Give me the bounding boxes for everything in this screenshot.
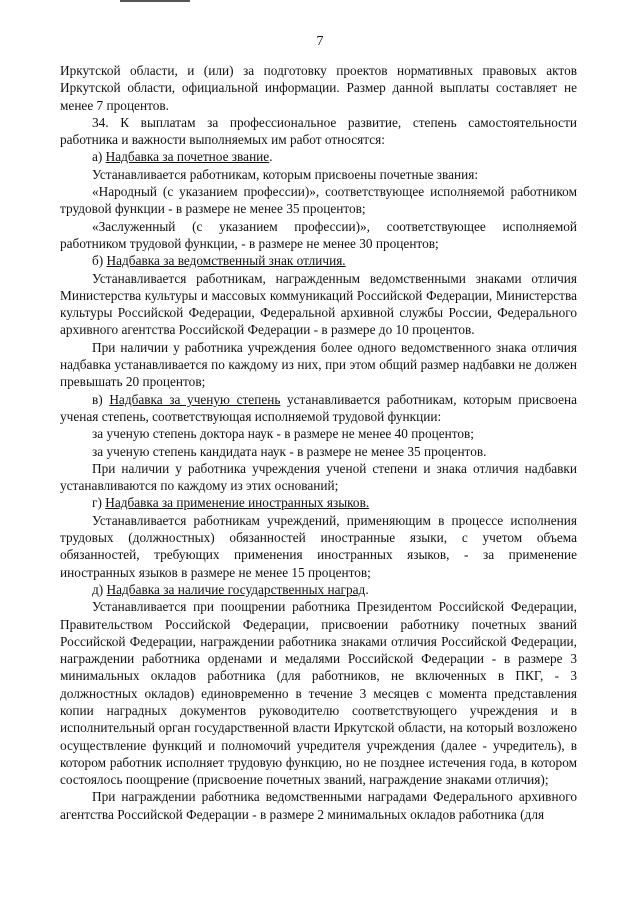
heading-suffix: устанавливается работникам, которым присвоена ученая степень, соответствующая исполняемой трудовой функции: bbox=[60, 391, 577, 424]
paragraph: «Народный (с указанием профессии)», соответствующее исполняемой работником трудовой функции - в размере не менее 35 процентов; bbox=[60, 184, 577, 217]
subsection-heading-v bbox=[60, 391, 577, 426]
paragraph: за ученую степень доктора наук - в размере не менее 40 процентов; bbox=[92, 426, 474, 442]
paragraph: Устанавливается при поощрении работника Президентом Российской Федерации, Правительством Российской Федерации, присвоении работнику почетных званий Российской Федерации, награждении работника знаками отличия Российской Федерации, награждении работника орденами и медалями Российской Федерации - в размере 3 минимальных окладов работника (для работников, не включенных в ПКГ, - 3 должностных окладов) единовременно в течение 3 месяцев с момента представления копии наградных документов руководителю соответствующего учреждения и в исполнительный орган государственной власти Иркутской области, на который возложено осуществление функций и полномочий учредителя учреждения (далее - учредитель), в котором работник исполняет трудовую функцию, но не позднее истечения года, в котором состоялось поощрение (присвоение почетных званий, награждение знаками отличия); bbox=[60, 599, 577, 788]
list-marker: б) bbox=[92, 253, 107, 269]
list-marker: г) bbox=[92, 495, 106, 511]
heading-suffix: . bbox=[269, 149, 273, 165]
paragraph: Устанавливается работникам, которым присвоены почетные звания: bbox=[92, 166, 479, 182]
subsection-heading-g bbox=[60, 494, 577, 511]
paragraph: Иркутской области, и (или) за подготовку проектов нормативных правовых актов Иркутской области, официальной информации. Размер данной выплаты составляет не менее 7 процентов. bbox=[60, 63, 577, 113]
scan-artifact-line bbox=[120, 0, 190, 2]
paragraph: Устанавливается работникам учреждений, применяющим в процессе исполнения трудовых (должностных) обязанностей иностранные языки, с учетом объема обязанностей, требующих применения иностранных языков, - за применение иностранных языков в размере не менее 15 процентов; bbox=[60, 512, 577, 580]
page-number: 7 bbox=[316, 34, 324, 49]
underlined-heading: Надбавка за наличие государственных наград bbox=[106, 581, 366, 597]
underlined-heading: Надбавка за ученую степень bbox=[109, 391, 281, 407]
underlined-heading: Надбавка за ведомственный знак отличия. bbox=[106, 253, 346, 269]
subsection-heading-b bbox=[60, 252, 577, 269]
paragraph: При награждении работника ведомственными наградами Федерального архивного агентства Российской Федерации - в размере 2 минимальных окладов работника (для bbox=[60, 789, 577, 822]
subsection-heading-d bbox=[60, 581, 577, 598]
list-marker: а) bbox=[92, 149, 106, 165]
paragraph: за ученую степень кандидата наук - в размере не менее 35 процентов. bbox=[92, 443, 487, 459]
paragraph: При наличии у работника учреждения ученой степени и знака отличия надбавки устанавливаются по каждому из этих оснований; bbox=[60, 460, 577, 494]
document-body bbox=[60, 62, 577, 823]
list-marker: д) bbox=[92, 581, 107, 597]
paragraph: «Заслуженный (с указанием профессии)», соответствующее исполняемой работником трудовой функции, - в размере не менее 30 процентов; bbox=[60, 218, 577, 251]
heading-suffix: . bbox=[365, 581, 369, 597]
list-marker: в) bbox=[92, 391, 110, 407]
underlined-heading: Надбавка за почетное звание bbox=[105, 149, 270, 165]
paragraph: Устанавливается работникам, награжденным ведомственными знаками отличия Министерства культуры и массовых коммуникаций Российской Федерации, Министерства культуры Российской Федерации, Федеральной архивной службы России, Федерального архивного агентства Российской Федерации - в размере до 10 процентов. bbox=[60, 270, 577, 338]
underlined-heading: Надбавка за применение иностранных языков. bbox=[105, 495, 370, 511]
paragraph: При наличии у работника учреждения более одного ведомственного знака отличия надбавка устанавливается по каждому из них, при этом общий размер надбавки не должен превышать 20 процентов; bbox=[60, 339, 577, 390]
paragraph: 34. К выплатам за профессиональное развитие, степень самостоятельности работника и важности выполняемых им работ относятся: bbox=[60, 114, 577, 148]
subsection-heading-a bbox=[60, 148, 577, 165]
